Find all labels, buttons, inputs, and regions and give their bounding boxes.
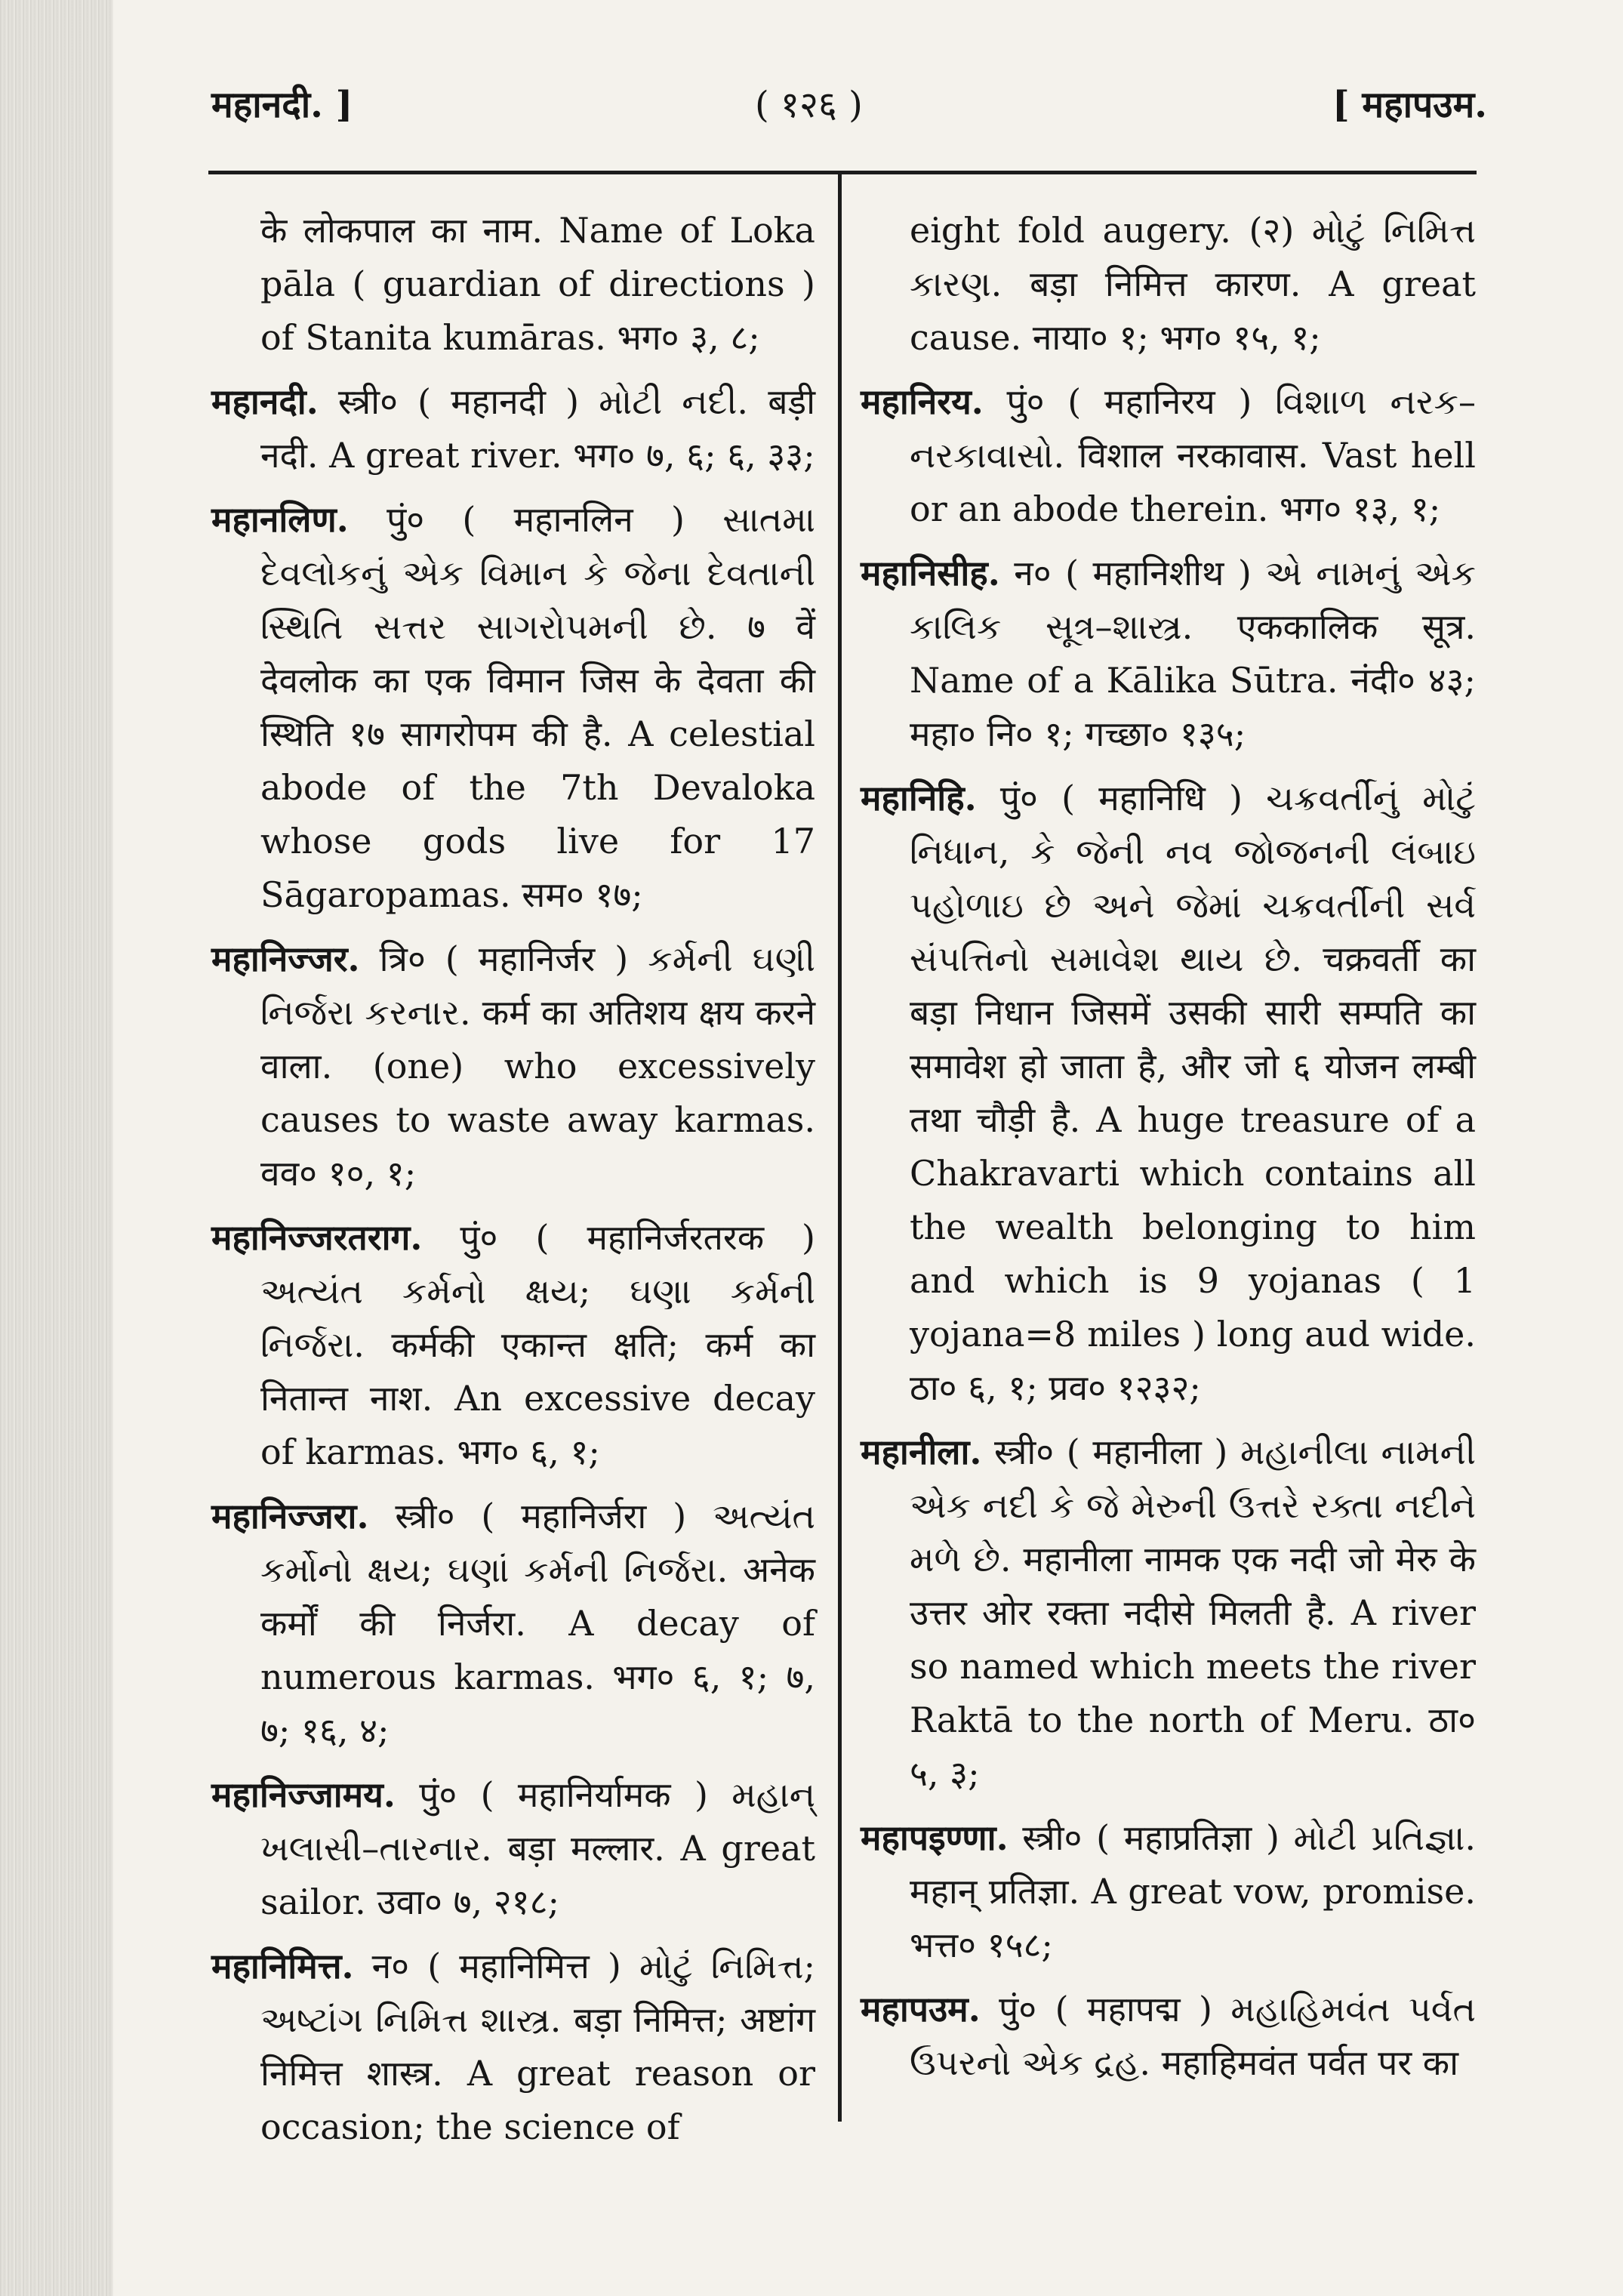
column-divider <box>838 174 842 2122</box>
entry-body: स्त्री० ( महानदी ) મોટી નદી. बड़ी नदी. A great river. भग० ७, ६; ६, ३३; <box>260 381 815 476</box>
dictionary-entry <box>861 1811 1476 1972</box>
header-last-word: [ महापउम. <box>1332 84 1487 126</box>
entry-body: स्त्री० ( महानीला ) મહાનીલા નામની એક નદી કે જે મેરુની ઉત્તરે રક્તા નદીને મળે છે. महानीला नामक एक नदी जो मेरु के उत्तर ओर रक्ता नदीसे मिलती है. A river so named which meets the river Raktā to the north of Meru. ठा० ५, ३; <box>910 1432 1476 1794</box>
entry-headword: महानिसीह. <box>861 553 1000 593</box>
right-column <box>861 204 1476 2100</box>
entry-body: त्रि० ( महानिर्जर ) કર્મની ઘણી નિર્જરા કરનાર. कर्म का अतिशय क्षय करने वाला. (one) who excessively causes to waste away karmas. वव० १०, १; <box>260 938 815 1194</box>
dictionary-entry <box>861 547 1476 761</box>
dictionary-entry <box>861 1983 1476 2090</box>
left-column <box>211 204 815 2165</box>
entry-headword: महानिहि. <box>861 778 977 818</box>
dictionary-entry <box>211 1211 815 1479</box>
entry-body: के लोकपाल का नाम. Name of Loka pāla ( guardian of directions ) of Stanita kumāras. भग० ३, ८; <box>260 210 815 358</box>
entry-headword: महानीला. <box>861 1432 982 1472</box>
entry-headword: महानदी. <box>211 381 319 422</box>
page-header <box>211 79 1487 132</box>
entry-headword: महानिज्जामय. <box>211 1774 396 1815</box>
dictionary-entry <box>211 493 815 922</box>
entry-body: पुं० ( महानलिन ) સાતમા દેવલોકનું એક વિમાન કે જેના દેવતાની સ્થિતિ સત્તર સાગરોપમની છે. ७ वें देवलोक का एक विमान जिस के देवता की स्थिति १७ सागरोपम की है. A celestial abode of the 7th Devaloka whose gods live for 17 Sāgaropamas. सम० १७; <box>260 499 815 915</box>
header-rule <box>208 171 1477 174</box>
entry-body: न० ( महानिमित्त ) મોટું નિમિત્ત; અષ્ટાંગ નિમિત્ત શાસ્ત્ર. बड़ा निमित्त; अष्टांग निमित्त शास्त्र. A great reason or occasion; the science of <box>260 1946 815 2147</box>
entry-body: स्त्री० ( महानिर्जरा ) અત્યંત કર્મોનો ક્ષય; ઘણાં કર્મની નિર્જરા. अनेक कर्मों की निर्जरा. A decay of numerous karmas. भग० ६, १; ७, ७; १६, ४; <box>260 1496 815 1751</box>
header-first-word: महानदी. ] <box>211 84 353 126</box>
dictionary-entry <box>211 1940 815 2154</box>
entry-headword: महानिज्जरतराग. <box>211 1217 423 1258</box>
scan-binding-edge <box>0 0 113 2296</box>
entry-headword: महानिज्जर. <box>211 938 360 979</box>
dictionary-entry <box>211 204 815 365</box>
entry-headword: महानिरय. <box>861 381 984 422</box>
dictionary-entry <box>861 1425 1476 1801</box>
entry-body: eight fold augery. (२) મોટું નિમિત્ત કારણ. बड़ा निमित्त कारण. A great cause. नाया० १; भग० १५, १; <box>910 210 1476 358</box>
page-number: ( १२६ ) <box>755 84 863 126</box>
entry-headword: महापइण्णा. <box>861 1817 1009 1858</box>
entry-body: पुं० ( महानिरय ) વિશાળ નરક–નરકાવાસો. विशाल नरकावास. Vast hell or an abode therein. भग० १३, १; <box>910 381 1476 529</box>
entry-body: न० ( महानिशीथ ) એ નામનું એક કાલિક સૂત્ર–શાસ્ત્ર. एककालिक सूत्र. Name of a Kālika Sūtra. नंदी० ४३; महा० नि० १; गच्छा० १३५; <box>910 553 1476 754</box>
entry-headword: महापउम. <box>861 1989 981 2029</box>
dictionary-entry <box>211 1768 815 1929</box>
entry-body: पुं० ( महानिधि ) ચક્રવર્તીનું મોટું નિધાન, કે જેની નવ જોજનની લંબાઇ પહોળાઇ છે અને જેમાં ચક્રવર્તીની સર્વ સંપત્તિનો સમાવેશ થાય છે. चक्रवर्ती का बड़ा निधान जिसमें उसकी सारी सम्पति का समावेश हो जाता है, और जो ६ योजन लम्बी तथा चौड़ी है. A huge treasure of a Chakravarti which contains all the wealth belonging to him and which is 9 yojanas ( 1 yojana=8 miles ) long aud wide. ठा० ६, १; प्रव० १२३२; <box>910 778 1476 1408</box>
dictionary-entry <box>211 375 815 482</box>
entry-body: स्त्री० ( महाप्रतिज्ञा ) મોટી પ્રતિજ્ઞા. महान् प्रतिज्ञा. A great vow, promise. भत्त० १५८; <box>910 1817 1476 1965</box>
dictionary-entry <box>861 772 1476 1415</box>
entry-headword: महानलिण. <box>211 499 349 540</box>
entry-body: पुं० ( महानिर्जरतरक ) અત્યંત કર્મનો ક્ષય; ઘણા કર્મની નિર્જરા. कर्मकी एकान्त क्षति; कर्म का नितान्त नाश. An excessive decay of karmas. भग० ६, १; <box>260 1217 815 1472</box>
dictionary-entry <box>861 204 1476 365</box>
dictionary-entry <box>211 932 815 1200</box>
entry-body: पुं० ( महानिर्यामक ) મહાન્ ખલાસી–તારનાર. बड़ा मल्लार. A great sailor. उवा० ७, २१८; <box>260 1774 815 1922</box>
entry-headword: महानिज्जरा. <box>211 1496 369 1536</box>
dictionary-entry <box>211 1490 815 1758</box>
dictionary-entry <box>861 375 1476 536</box>
entry-headword: महानिमित्त. <box>211 1946 354 1986</box>
entry-body: पुं० ( महापद्म ) મહાહિમવંત પર્વત ઉપરનો એક દ્રહ. महाहिमवंत पर्वत पर का <box>910 1989 1476 2083</box>
